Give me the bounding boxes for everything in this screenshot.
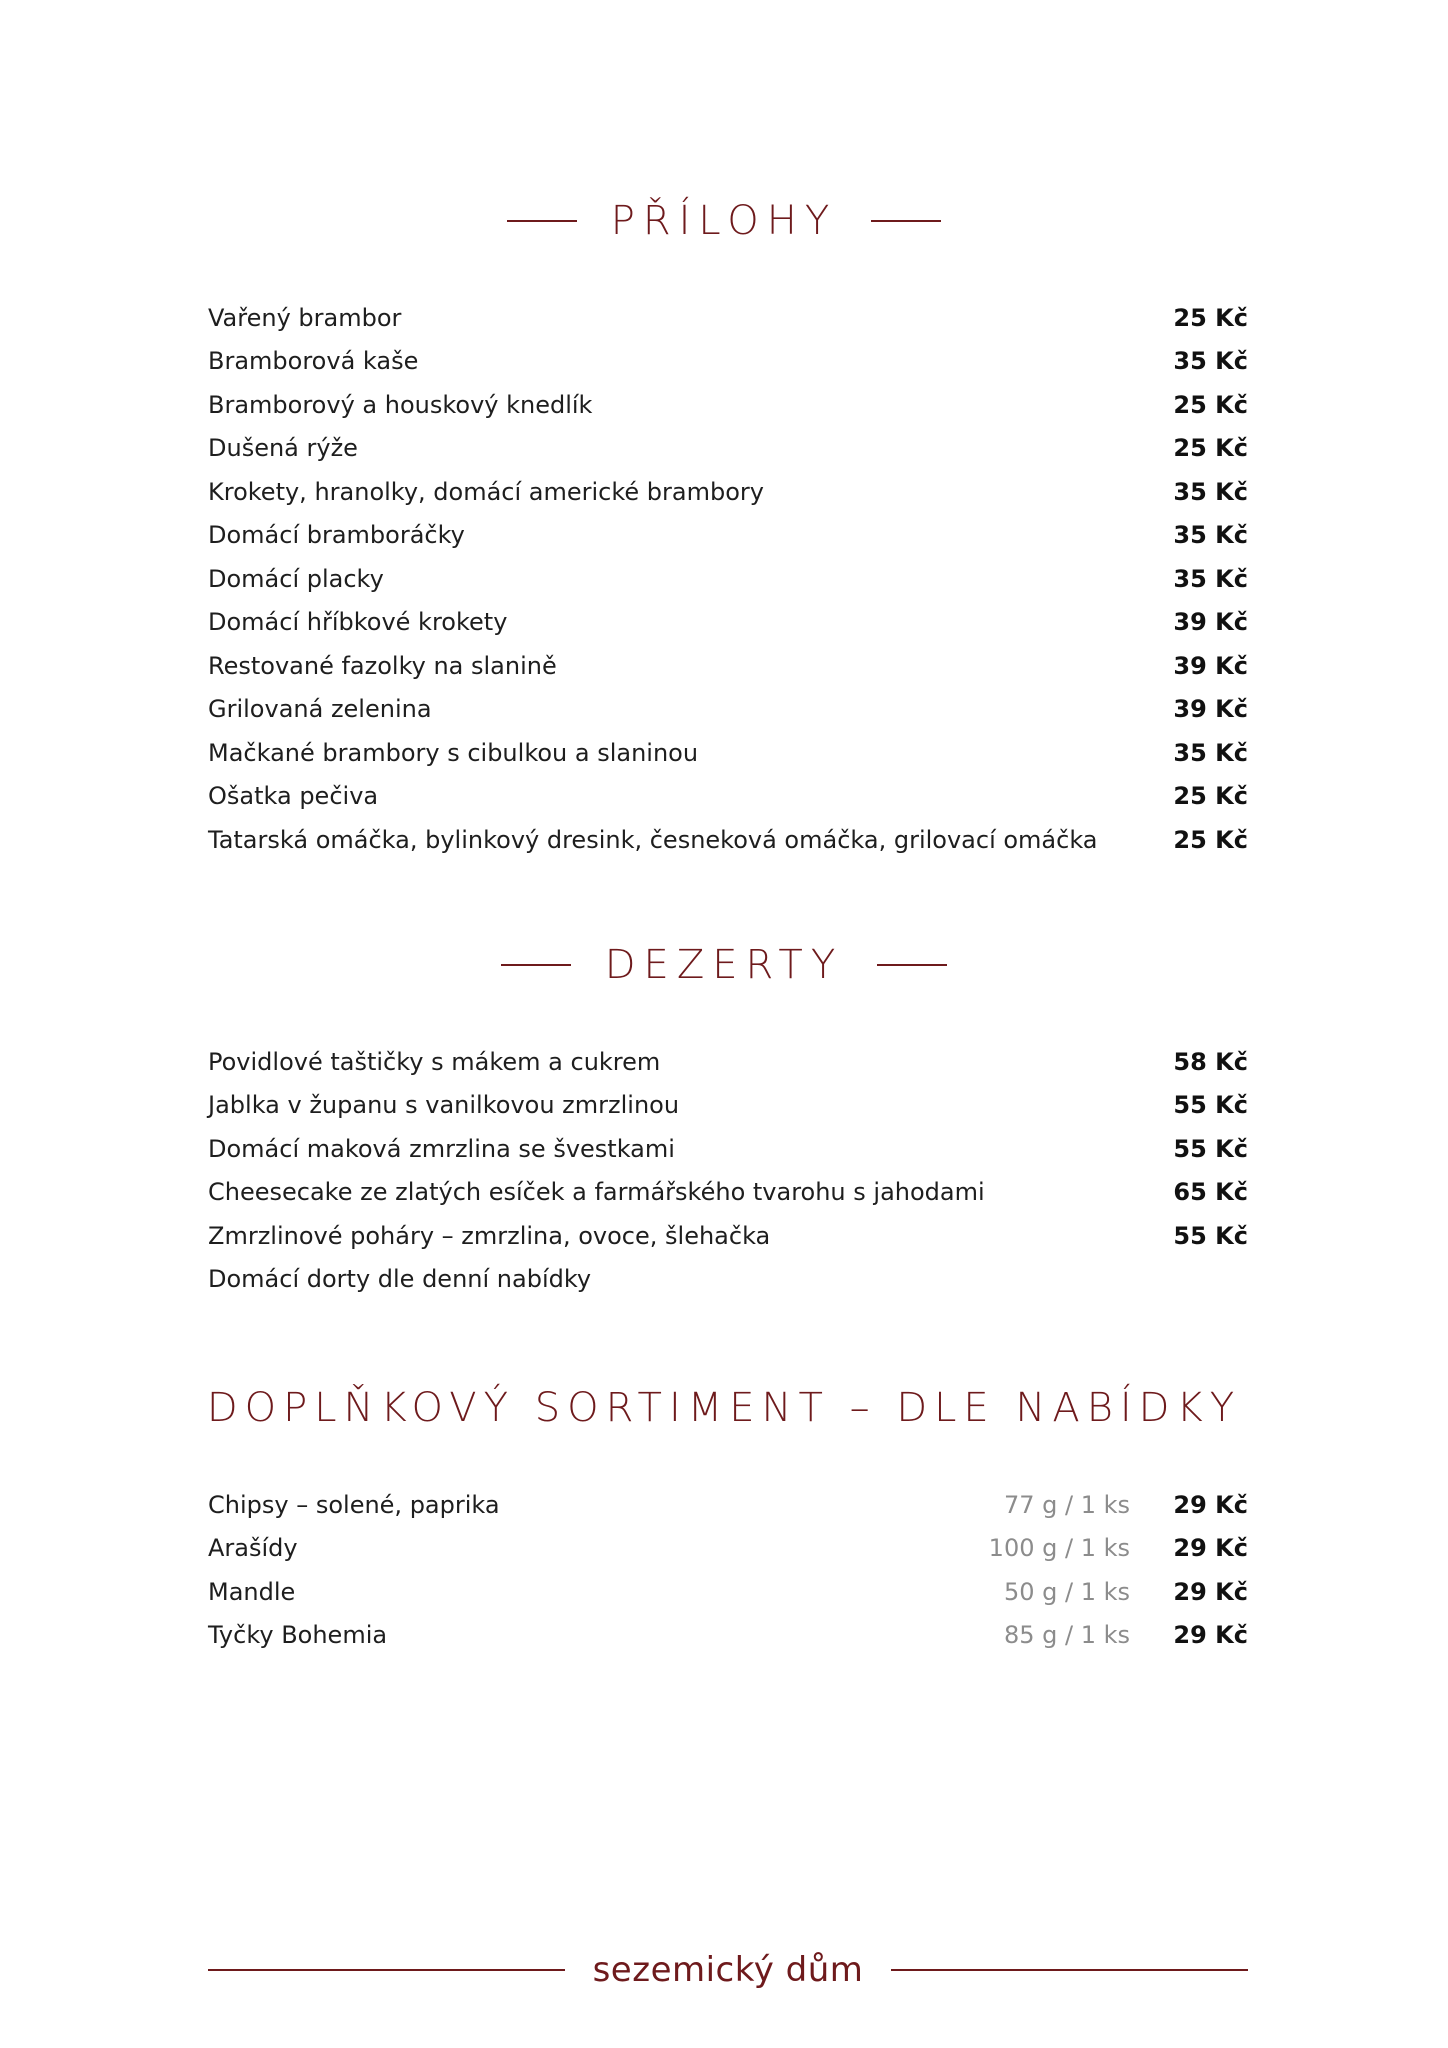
menu-item [208,1570,1248,1614]
menu-item [208,470,1248,514]
menu-item [208,818,1248,862]
item-price: 29 Kč [1173,1577,1248,1606]
item-quantity: 50 g / 1 ks [1003,1577,1130,1606]
menu-item [208,296,1248,340]
item-name: Domácí bramboráčky [208,521,465,550]
footer [208,1950,1248,1990]
heading-rule-left [501,964,571,966]
item-name: Arašídy [208,1534,298,1563]
item-name: Cheesecake ze zlatých esíček a farmářského tvarohu s jahodami [208,1178,985,1207]
item-name: Chipsy – solené, paprika [208,1490,500,1519]
item-name: Mandle [208,1577,296,1606]
menu-item [208,1084,1248,1128]
menu-item [208,1483,1248,1527]
item-price: 25 Kč [1173,434,1248,463]
item-name: Domácí maková zmrzlina se švestkami [208,1134,675,1163]
brand-logo: sezemický dům [592,1950,864,1990]
item-price: 65 Kč [1173,1178,1248,1207]
menu-item [208,1527,1248,1571]
section-title: DOPLŇKOVÝ SORTIMENT – DLE NABÍDKY [206,1385,1242,1431]
menu-item [208,1040,1248,1084]
item-price: 58 Kč [1173,1047,1248,1076]
item-price: 25 Kč [1173,303,1248,332]
menu-item [208,514,1248,558]
item-price: 55 Kč [1173,1091,1248,1120]
item-name: Mačkané brambory s cibulkou a slaninou [208,738,699,767]
item-price: 29 Kč [1173,1621,1248,1650]
heading-rule-right [877,964,947,966]
item-price: 25 Kč [1173,825,1248,854]
item-price: 29 Kč [1173,1490,1248,1519]
item-price: 35 Kč [1173,738,1248,767]
item-price: 35 Kč [1173,521,1248,550]
item-price: 29 Kč [1173,1534,1248,1563]
menu-item [208,775,1248,819]
section-title: PŘÍLOHY [610,198,838,244]
menu-list-dezerty [208,1040,1248,1301]
item-name: Vařený brambor [208,303,402,332]
item-price: 35 Kč [1173,564,1248,593]
menu-item [208,340,1248,384]
item-price: 35 Kč [1173,347,1248,376]
menu-item [208,557,1248,601]
item-name: Ošatka pečiva [208,782,379,811]
item-name: Dušená rýže [208,434,358,463]
item-price: 25 Kč [1173,782,1248,811]
item-price: 55 Kč [1173,1221,1248,1250]
item-name: Jablka v županu s vanilkovou zmrzlinou [208,1091,680,1120]
item-name: Krokety, hranolky, domácí americké brambory [208,477,764,506]
item-price: 39 Kč [1173,695,1248,724]
menu-list-doplnkovy-sortiment [208,1483,1248,1657]
item-name: Tatarská omáčka, bylinkový dresink, česneková omáčka, grilovací omáčka [208,825,1098,854]
menu-item [208,1214,1248,1258]
item-name: Tyčky Bohemia [208,1621,388,1650]
menu-item [208,688,1248,732]
item-quantity: 77 g / 1 ks [1003,1490,1130,1519]
item-name: Grilovaná zelenina [208,695,432,724]
menu-item [208,644,1248,688]
footer-rule-right [891,1969,1248,1971]
menu-item [208,1171,1248,1215]
section-heading-dezerty [0,942,1448,988]
menu-list-prilohy [208,296,1248,862]
item-name: Bramborová kaše [208,347,419,376]
item-name: Domácí hříbkové krokety [208,608,508,637]
item-name: Domácí placky [208,564,384,593]
item-price: 39 Kč [1173,651,1248,680]
menu-item [208,383,1248,427]
section-heading-prilohy [0,198,1448,244]
heading-rule-right [871,220,941,222]
item-price: 25 Kč [1173,390,1248,419]
menu-item [208,731,1248,775]
item-price: 35 Kč [1173,477,1248,506]
item-name: Restované fazolky na slanině [208,651,557,680]
menu-item [208,601,1248,645]
item-price: 39 Kč [1173,608,1248,637]
item-quantity: 85 g / 1 ks [1003,1621,1130,1650]
item-quantity: 100 g / 1 ks [988,1534,1130,1563]
item-name: Zmrzlinové poháry – zmrzlina, ovoce, šlehačka [208,1221,771,1250]
item-price: 55 Kč [1173,1134,1248,1163]
item-name: Domácí dorty dle denní nabídky [208,1265,592,1294]
heading-rule-left [507,220,577,222]
footer-rule-left [208,1969,565,1971]
menu-item [208,427,1248,471]
section-title: DEZERTY [604,942,844,988]
item-name: Bramborový a houskový knedlík [208,390,593,419]
menu-item [208,1127,1248,1171]
section-heading-doplnkovy-sortiment [0,1385,1448,1431]
menu-item [208,1614,1248,1658]
item-name: Povidlové taštičky s mákem a cukrem [208,1047,661,1076]
menu-item [208,1258,1248,1302]
